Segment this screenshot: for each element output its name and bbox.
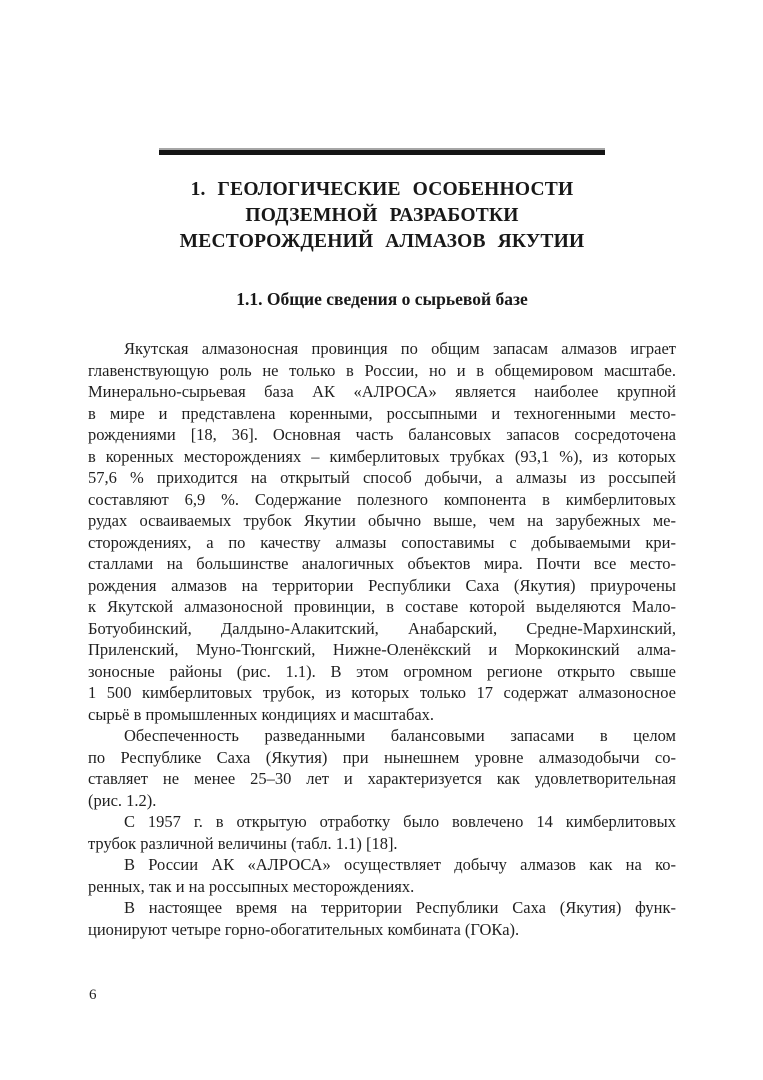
- text-line: Приленский, Муно-Тюнгский, Нижне-Оленёкский и Моркокинский алма-: [88, 640, 676, 659]
- page-content: [88, 0, 676, 940]
- text-line: 57,6 % приходится на открытый способ добычи, а алмазы из россыпей: [88, 468, 676, 487]
- text-line: Якутская алмазоносная провинция по общим запасам алмазов играет: [124, 339, 676, 358]
- text-line: рождения алмазов на территории Республики Саха (Якутия) приурочены: [88, 575, 676, 595]
- text-line: 1 500 кимберлитовых трубок, из которых только 17 содержат алмазоносное: [88, 683, 676, 702]
- chapter-title-line-3: МЕСТОРОЖДЕНИЙ АЛМАЗОВ ЯКУТИИ: [179, 231, 585, 252]
- text-line: к Якутской алмазоносной провинции, в составе которой выделяются Мало-: [88, 597, 676, 616]
- text-line: (рис. 1.2).: [88, 790, 157, 810]
- text-line: Обеспеченность разведанными балансовыми запасами в целом: [124, 726, 676, 745]
- text-line: рудах осваиваемых трубок Якутии обычно выше, чем на зарубежных ме-: [88, 511, 676, 530]
- chapter-title: [88, 177, 676, 255]
- text-line: В настоящее время на территории Республики Саха (Якутия) функ-: [124, 898, 676, 917]
- text-line: сырьё в промышленных кондициях и масштабах.: [88, 704, 435, 724]
- text-line: ставляет не менее 25–30 лет и характеризуется как удовлетворительная: [88, 769, 676, 788]
- text-line: рождениями [18, 36]. Основная часть балансовых запасов сосредоточена: [88, 425, 676, 444]
- text-line: составляют 6,9 %. Содержание полезного компонента в кимберлитовых: [88, 489, 676, 509]
- text-line: в коренных месторождениях – кимберлитовых трубках (93,1 %), из которых: [88, 446, 676, 466]
- text-line: главенствующую роль не только в России, но и в общемировом масштабе.: [88, 360, 676, 380]
- text-line: ренных, так и на россыпных месторождениях.: [88, 876, 415, 896]
- text-line: зоносные районы (рис. 1.1). В этом огромном регионе открыто свыше: [88, 661, 676, 681]
- text-line: С 1957 г. в открытую отработку было вовлечено 14 кимберлитовых: [124, 812, 676, 831]
- body-text: [88, 338, 676, 940]
- text-line: В России АК «АЛРОСА» осуществляет добычу алмазов как на ко-: [124, 855, 676, 874]
- text-line: в мире и представлена коренными, россыпными и техногенными место-: [88, 403, 676, 423]
- section-heading: 1.1. Общие сведения о сырьевой базе: [236, 289, 528, 309]
- text-line: сталлами на большинстве аналогичных объектов мира. Почти все место-: [88, 554, 676, 573]
- page-number: 6: [89, 987, 97, 1003]
- chapter-title-line-1: 1. ГЕОЛОГИЧЕСКИЕ ОСОБЕННОСТИ: [190, 179, 574, 200]
- text-line: по Республике Саха (Якутия) при нынешнем уровне алмазодобычи со-: [88, 747, 676, 767]
- text-line: Минерально-сырьевая база АК «АЛРОСА» является наиболее крупной: [88, 382, 676, 401]
- text-line: сторождениях, а по качеству алмазы сопоставимы с добываемыми кри-: [88, 532, 676, 552]
- chapter-title-line-2: ПОДЗЕМНОЙ РАЗРАБОТКИ: [245, 205, 519, 226]
- text-line: трубок различной величины (табл. 1.1) [18].: [88, 833, 398, 853]
- chapter-divider-rule: [159, 148, 605, 155]
- text-line: Ботуобинский, Далдыно-Алакитский, Анабарский, Средне-Мархинский,: [88, 618, 676, 638]
- text-line: ционируют четыре горно-обогатительных комбината (ГОКа).: [88, 919, 520, 939]
